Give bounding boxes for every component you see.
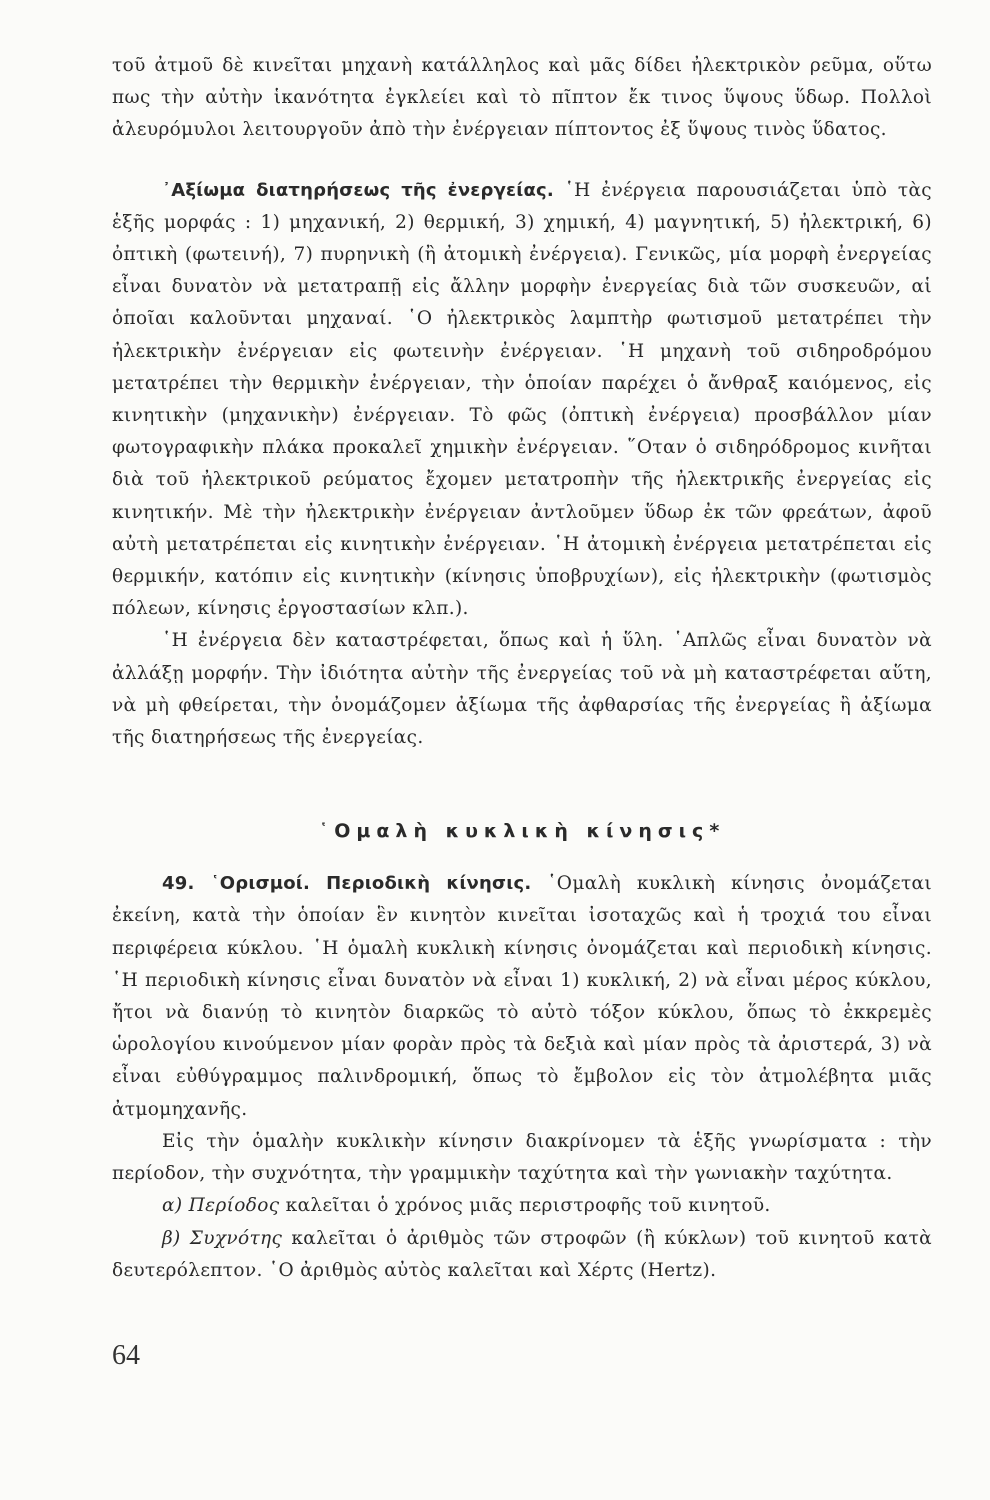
paragraph-frequency	[112, 1223, 932, 1287]
paragraph-characteristics: Εἰς τὴν ὁμαλὴν κυκλικὴν κίνησιν διακρίνομεν τὰ ἑξῆς γνωρίσματα : τὴν περίοδον, τὴν συχνότητα, τὴν γραμμικὴν ταχύτητα καὶ τὴν γωνιακὴν ταχύτητα.	[112, 1130, 932, 1185]
paragraph-steam-water: τοῦ ἀτμοῦ δὲ κινεῖται μηχανὴ κατάλληλος καὶ μᾶς δίδει ἠλεκτρικὸν ρεῦμα, οὕτω πως τὴν αὐτὴν ἱκανότητα ἐγκλείει καὶ τὸ πῖπτον ἔκ τινος ὕψους ὕδωρ. Πολλοὶ ἀλευρόμυλοι λειτουργοῦν ἀπὸ τὴν ἐνέργειαν πίπτοντος ἐξ ὕψους τινὸς ὕδατος.	[112, 55, 932, 141]
frequency-text: καλεῖται ὁ ἀριθμὸς τῶν στροφῶν (ἢ κύκλων) τοῦ κινητοῦ κατὰ δευτερόλεπτον. ῾Ο ἀριθμὸς αὐτὸς καλεῖται καὶ Χέρτς (Hertz).	[112, 1227, 933, 1281]
paragraph-period	[112, 1190, 932, 1222]
page-body	[112, 50, 932, 1287]
definitions-text: ῾Ομαλὴ κυκλικὴ κίνησις ὀνομάζεται ἐκείνη, κατὰ τὴν ὁποίαν ἓν κινητὸν κινεῖται ἰσοταχῶς καὶ ἡ τροχιά του εἶναι περιφέρεια κύκλου. ῾Η ὁμαλὴ κυκλικὴ κίνησις ὀνομάζεται καὶ περιοδικὴ κίνησις. ῾Η περιοδικὴ κίνησις εἶναι δυνατὸν νὰ εἶναι 1) κυκλική, 2) νὰ εἶναι μέρος κύκλου, ἤτοι νὰ διανύῃ τὸ κινητὸν διαρκῶς τὸ αὐτὸ τόξον κύκλου, ὅπως τὸ ἐκκρεμὲς ὡρολογίου κινούμενον μίαν φορὰν πρὸς τὰ δεξιὰ καὶ μίαν πρὸς τὰ ἀριστερά, 3) νὰ εἶναι εὐθύγραμμος παλινδρομική, ὅπως τὸ ἔμβολον εἰς τὸν ἀτμολέβητα μιᾶς ἀτμομηχανῆς.	[112, 873, 932, 1120]
paragraph-energy-indestructible: ῾Η ἐνέργεια δὲν καταστρέφεται, ὅπως καὶ ἡ ὕλη. ῾Απλῶς εἶναι δυνατὸν νὰ ἀλλάξῃ μορφήν. Τὴν ἰδιότητα αὐτὴν τῆς ἐνεργείας τοῦ νὰ μὴ καταστρέφεται αὕτη, νὰ μὴ φθείρεται, τὴν ὀνομάζομεν ἀξίωμα τῆς ἀφθαρσίας τῆς ἐνεργείας ἢ ἀξίωμα τῆς διατηρήσεως τῆς ἐνεργείας.	[112, 630, 932, 749]
section-title: ῾Ομαλὴ κυκλικὴ κίνησις*	[318, 820, 726, 843]
frequency-label: β) Συχνότης	[162, 1227, 283, 1249]
energy-conservation-text: ῾Η ἐνέργεια παρουσιάζεται ὑπὸ τὰς ἑξῆς μορφάς : 1) μηχανική, 2) θερμική, 3) χημική, 4) μαγνητική, 5) ἠλεκτρική, 6) ὀπτικὴ (φωτεινή), 7) πυρηνικὴ (ἢ ἀτομικὴ ἐνέργεια). Γενικῶς, μία μορφὴ ἐνεργείας εἶναι δυνατὸν νὰ μετατραπῇ εἰς ἄλλην μορφὴν ἐνεργείας διὰ τῶν συσκευῶν, αἱ ὁποῖαι καλοῦνται μηχαναί. ῾Ο ἠλεκτρικὸς λαμπτὴρ φωτισμοῦ μετατρέπει τὴν ἠλεκτρικὴν ἐνέργειαν εἰς φωτεινὴν ἐνέργειαν. ῾Η μηχανὴ τοῦ σιδηροδρόμου μετατρέπει τὴν θερμικὴν ἐνέργειαν, τὴν ὁποίαν παρέχει ὁ ἄνθραξ καιόμενος, εἰς κινητικὴν (μηχανικὴν) ἐνέργειαν. Τὸ φῶς (ὀπτικὴ ἐνέργεια) προσβάλλον μίαν φωτογραφικὴν πλάκα προκαλεῖ χημικὴν ἐνέργειαν. ῞Οταν ὁ σιδηρόδρομος κινῆται διὰ τοῦ ἠλεκτρικοῦ ρεύματος ἔχομεν μετατροπὴν τῆς ἠλεκτρικῆς ἐνεργείας εἰς κινητικήν. Μὲ τὴν ἠλεκτρικὴν ἐνέργειαν ἀντλοῦμεν ὕδωρ ἐκ τῶν φρεάτων, ἀφοῦ αὐτὴ μετατρέπεται εἰς κινητικὴν ἐνέργειαν. ῾Η ἀτομικὴ ἐνέργεια μετατρέπεται εἰς θερμικήν, κατόπιν εἰς κινητικὴν (κίνησις ὑποβρυχίων), εἰς ἠλεκτρικὴν (φωτισμὸς πόλεων, κίνησις ἐργοστασίων κλπ.).	[112, 179, 933, 620]
paragraph-definitions	[112, 868, 932, 1126]
page-number: 64	[112, 1340, 140, 1371]
energy-conservation-heading: ᾿Αξίωμα διατηρήσεως τῆς ἐνεργείας.	[162, 179, 554, 201]
paragraph-energy-conservation	[112, 175, 932, 626]
definitions-heading: 49. ῾Ορισμοί. Περιοδικὴ κίνησις.	[162, 873, 532, 895]
period-text: καλεῖται ὁ χρόνος μιᾶς περιστροφῆς τοῦ κινητοῦ.	[285, 1195, 771, 1217]
period-label: α) Περίοδος	[162, 1195, 280, 1217]
